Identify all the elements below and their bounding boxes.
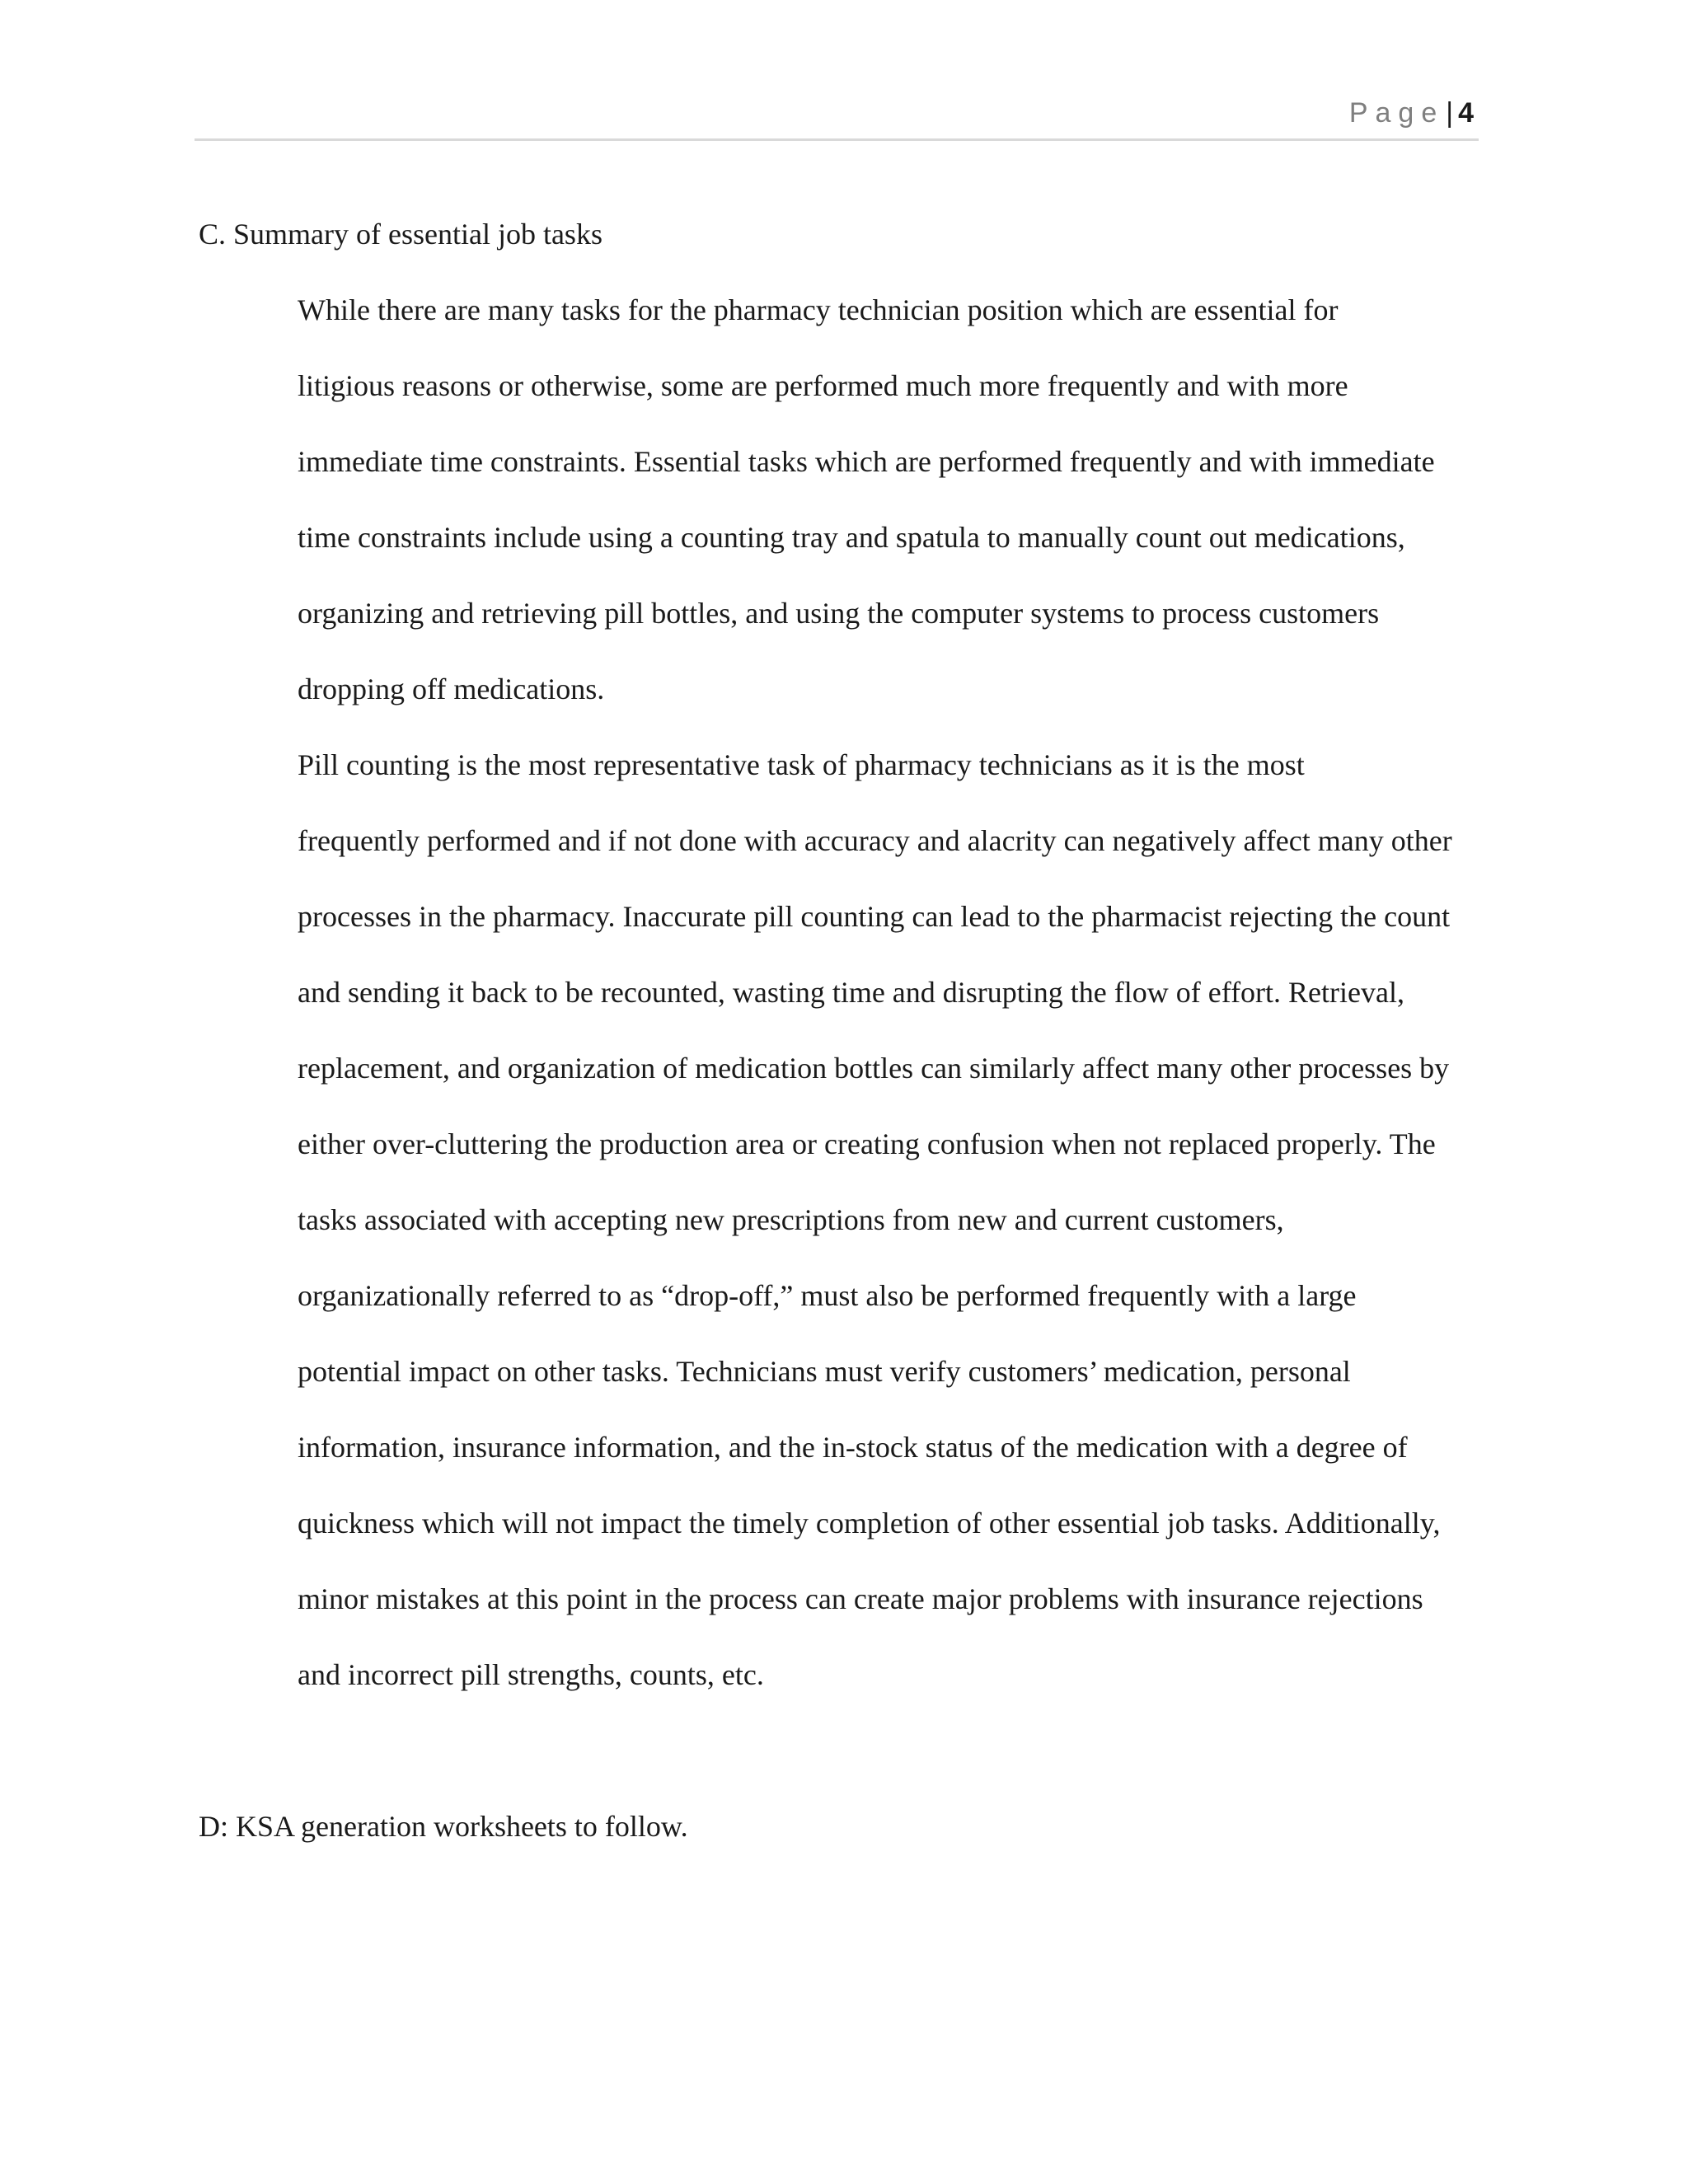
paragraph-pill-counting	[199, 727, 1484, 1713]
text-line: organizationally referred to as “drop-off,” must also be performed frequently with a large	[298, 1279, 1357, 1312]
text-line: either over-cluttering the production area or creating confusion when not replaced properly. The	[298, 1127, 1436, 1160]
text-line: information, insurance information, and the in-stock status of the medication with a degree of	[298, 1431, 1408, 1464]
blank-line	[199, 1713, 1484, 1788]
text-line: minor mistakes at this point in the process can create major problems with insurance rejections	[298, 1582, 1423, 1615]
page-separator: |	[1446, 97, 1454, 129]
text-line: immediate time constraints. Essential tasks which are performed frequently and with immediate	[298, 445, 1435, 478]
paragraph-job-tasks	[199, 272, 1484, 727]
document-body	[199, 196, 1484, 1864]
text-line: frequently performed and if not done with accuracy and alacrity can negatively affect many other	[298, 824, 1452, 857]
text-line: and sending it back to be recounted, wasting time and disrupting the flow of effort. Retrieval,	[298, 976, 1404, 1009]
text-line: potential impact on other tasks. Technicians must verify customers’ medication, personal	[298, 1355, 1351, 1388]
text-line: dropping off medications.	[298, 673, 605, 705]
text-line: tasks associated with accepting new prescriptions from new and current customers,	[298, 1203, 1284, 1236]
text-line: While there are many tasks for the pharmacy technician position which are essential for	[298, 293, 1339, 326]
page-word: Page	[1348, 97, 1445, 129]
text-line: litigious reasons or otherwise, some are performed much more frequently and with more	[298, 369, 1348, 402]
text-line: replacement, and organization of medication bottles can similarly affect many other processes by	[298, 1052, 1450, 1085]
text-line: Pill counting is the most representative task of pharmacy technicians as it is the most	[298, 748, 1305, 781]
page-header	[195, 97, 1479, 141]
text-line: and incorrect pill strengths, counts, etc.	[298, 1658, 764, 1691]
section-d-heading: D: KSA generation worksheets to follow.	[199, 1810, 688, 1843]
text-line: processes in the pharmacy. Inaccurate pill counting can lead to the pharmacist rejecting the count	[298, 900, 1451, 933]
text-line: time constraints include using a counting tray and spatula to manually count out medications,	[298, 521, 1405, 554]
page-number-label	[1349, 97, 1474, 129]
page-number: 4	[1458, 97, 1474, 129]
section-c-heading: C. Summary of essential job tasks	[199, 218, 603, 251]
text-line: quickness which will not impact the timely completion of other essential job tasks. Additionally,	[298, 1507, 1441, 1540]
text-line: organizing and retrieving pill bottles, and using the computer systems to process customers	[298, 597, 1380, 630]
